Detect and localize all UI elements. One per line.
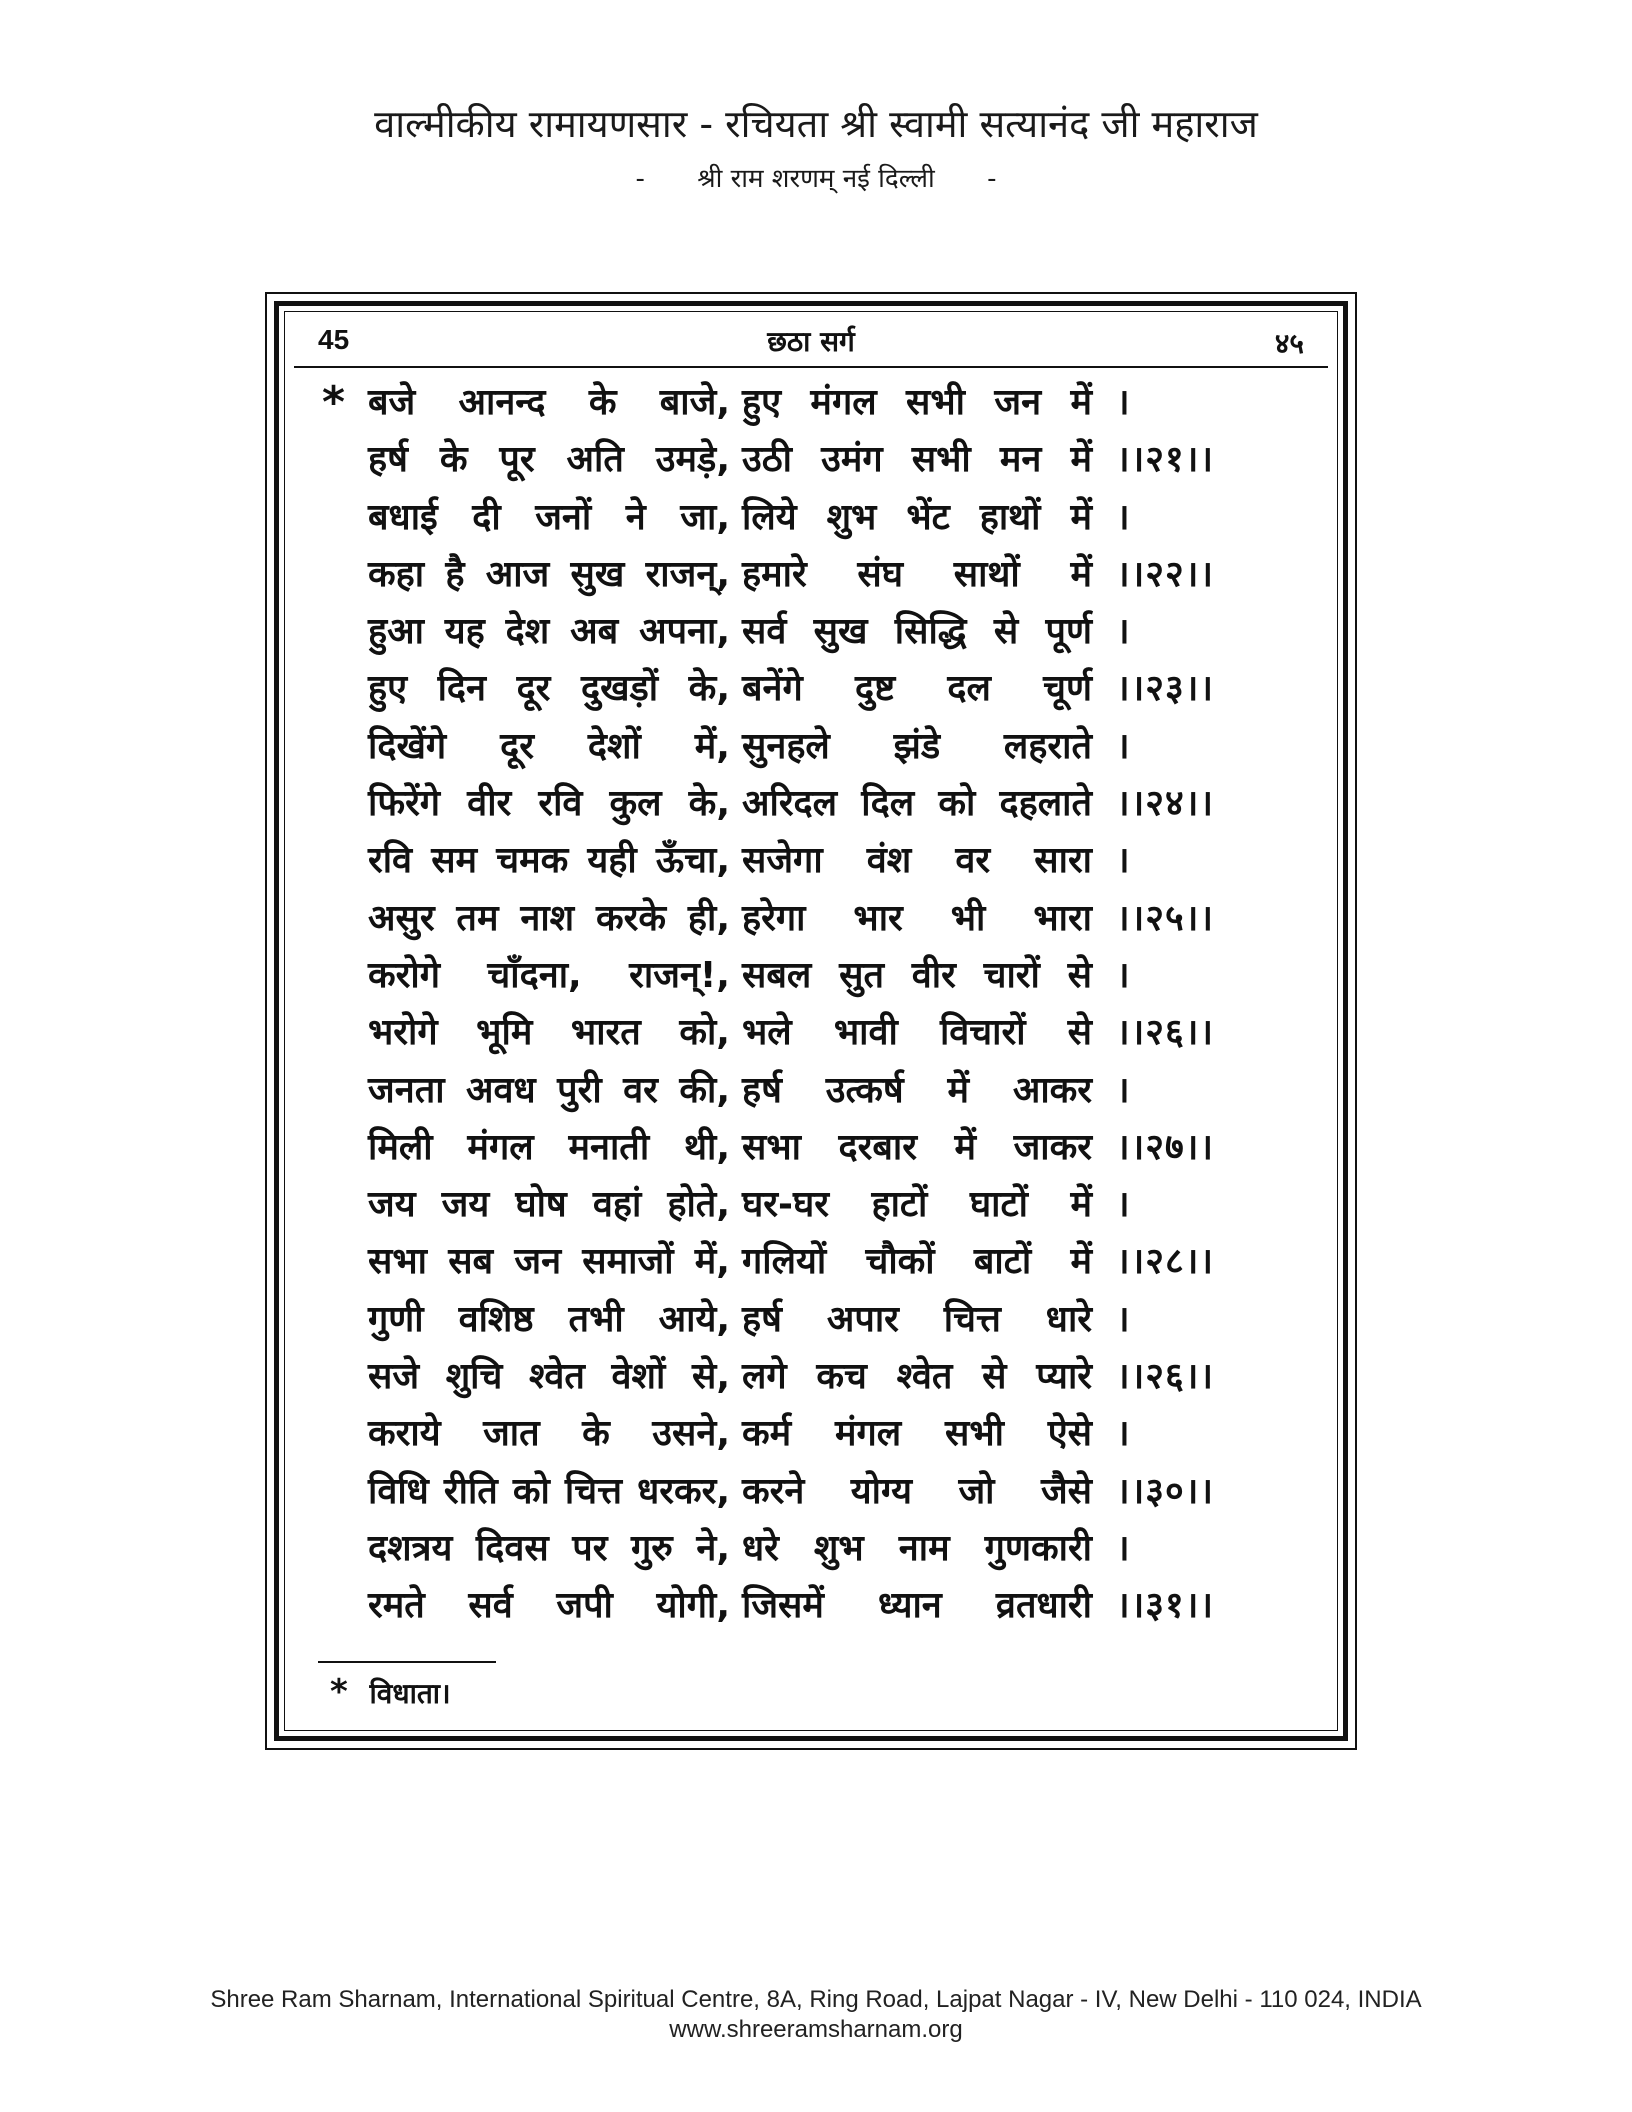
verse-line [300,1176,1300,1233]
verse-line [300,546,1300,603]
footer-website: www.shreeramsharnam.org [669,2016,963,2043]
footnote-text: विधाता। [369,1677,451,1710]
footnote-divider [318,1661,496,1663]
verse-second-half: जिसमें ध्यान व्रतधारी [742,1585,1092,1627]
verse-line [300,660,1300,717]
verse-second-half: सुनहले झंडे लहराते [742,725,1092,767]
verse-line [300,1119,1300,1176]
verse-second-half: सभा दरबार में जाकर [742,1126,1092,1168]
verse-line [300,374,1300,431]
verse-first-half: जनता अवध पुरी वर की, [368,1069,730,1111]
verse-second-half: हमारे संघ साथों में [742,553,1092,595]
verse-line [300,431,1300,488]
verse-end-mark: । [1116,840,1131,882]
verse-first-half: भरोगे भूमि भारत को, [368,1012,730,1054]
verse-first-half: फिरेंगे वीर रवि कुल के, [368,783,730,825]
verse-line [300,603,1300,660]
verse-first-half: हर्ष के पूर अति उमड़े, [368,439,730,481]
verse-end-mark: । [1116,382,1131,423]
verse-second-half: हर्ष उत्कर्ष में आकर [742,1069,1092,1111]
verse-end-mark: । [1116,1184,1131,1226]
footer-address: Shree Ram Sharnam, International Spiritual Centre, 8A, Ring Road, Lajpat Nagar - IV, New Delhi - 110 024, INDIA [210,1986,1422,2013]
verse-first-half: बजे आनन्द के बाजे, [368,382,730,423]
verse-first-half: जय जय घोष वहां होते, [368,1184,730,1226]
subtitle-text: श्री राम शरणम् नई दिल्ली [697,164,935,194]
verse-first-half: रवि सम चमक यही ऊँचा, [368,840,730,882]
verse-end-mark: । [1116,1413,1131,1455]
verse-second-half: उठी उमंग सभी मन में [742,439,1092,481]
verse-line [300,1348,1300,1405]
verse-second-half: सर्व सुख सिद्धि से पूर्ण [742,611,1092,653]
document-header-subtitle [0,162,1632,196]
verse-line [300,718,1300,775]
document-header-title: वाल्मीकीय रामायणसार - रचियता श्री स्वामी सत्यानंद जी महाराज [374,102,1258,146]
verse-marker: * [322,377,346,428]
page-number-latin: 45 [318,324,350,355]
verse-end-mark: । [1116,1298,1131,1340]
verse-line [300,1520,1300,1577]
verse-second-half: सबल सुत वीर चारों से [742,954,1092,996]
verse-end-mark: ।।२५।। [1116,897,1215,939]
verse-end-mark: । [1116,954,1131,996]
verse-first-half: सभा सब जन समाजों में, [368,1241,730,1283]
verse-second-half: गलियों चौकों बाटों में [742,1241,1092,1283]
verse-line [300,1291,1300,1348]
verse-line [300,1463,1300,1520]
verse-second-half: बनेंगे दुष्ट दल चूर्ण [742,668,1092,710]
verse-second-half: कर्म मंगल सभी ऐसे [742,1413,1092,1455]
verse-end-mark: ।।२७।। [1116,1126,1215,1168]
verse-first-half: सजे शुचि श्वेत वेशों से, [368,1356,730,1398]
verse-first-half: कराये जात के उसने, [368,1413,730,1455]
verse-line [300,489,1300,546]
verse-second-half: धरे शुभ नाम गुणकारी [742,1527,1092,1569]
verse-end-mark: । [1116,496,1131,538]
verse-first-half: असुर तम नाश करके ही, [368,897,730,939]
verse-end-mark: ।।२१।। [1116,439,1215,481]
verse-end-mark: ।।२४।। [1116,783,1215,825]
verse-end-mark: ।।२२।। [1116,553,1215,595]
verse-line [300,1233,1300,1290]
verse-second-half: करने योग्य जो जैसे [742,1470,1092,1512]
verse-end-mark: । [1116,725,1131,767]
footnote-asterisk: * [330,1672,348,1712]
chapter-title: छठा सर्ग [767,325,855,358]
verse-second-half: भले भावी विचारों से [742,1012,1092,1054]
verse-line [300,1062,1300,1119]
verse-first-half: करोगे चाँदना, राजन्!, [368,954,730,996]
verse-first-half: गुणी वशिष्ठ तभी आये, [368,1298,730,1340]
verse-line [300,1405,1300,1462]
verse-end-mark: ।।२८।। [1116,1241,1215,1283]
verse-line [300,775,1300,832]
verse-first-half: रमते सर्व जपी योगी, [368,1585,730,1627]
verse-line [300,1577,1300,1634]
verse-first-half: दिखेंगे दूर देशों में, [368,725,730,767]
verse-end-mark: ।।३०।। [1116,1470,1215,1512]
verse-second-half: लगे कच श्वेत से प्यारे [742,1356,1092,1398]
verse-second-half: हरेगा भार भी भारा [742,897,1092,939]
subtitle-dash-left: - [635,164,645,194]
verse-first-half: मिली मंगल मनाती थी, [368,1126,730,1168]
verse-second-half: हुए मंगल सभी जन में [742,382,1092,423]
footnote [330,1672,451,1714]
verse-second-half: अरिदल दिल को दहलाते [742,783,1092,825]
verse-line [300,832,1300,889]
verse-line [300,947,1300,1004]
verse-end-mark: ।।२६।। [1116,1356,1215,1398]
verse-end-mark: । [1116,1527,1131,1569]
verse-end-mark: ।।२३।। [1116,668,1215,710]
verse-first-half: विधि रीति को चित्त धरकर, [368,1470,730,1512]
verse-end-mark: । [1116,611,1131,653]
verse-second-half: घर-घर हाटों घाटों में [742,1184,1092,1226]
verse-second-half: हर्ष अपार चित्त धारे [742,1298,1092,1340]
subtitle-dash-right: - [987,164,997,194]
verse-line [300,1004,1300,1061]
verse-end-mark: ।।३१।। [1116,1585,1215,1627]
verse-first-half: दशत्रय दिवस पर गुरु ने, [368,1527,730,1569]
verse-first-half: बधाई दी जनों ने जा, [368,496,730,538]
verse-list [300,374,1300,1635]
page-heading-bar [294,320,1328,368]
verse-second-half: लिये शुभ भेंट हाथों में [742,496,1092,538]
page-number-devanagari: ४५ [1274,327,1304,360]
verse-first-half: कहा है आज सुख राजन्, [368,553,730,595]
verse-second-half: सजेगा वंश वर सारा [742,840,1092,882]
verse-first-half: हुआ यह देश अब अपना, [368,611,730,653]
verse-end-mark: । [1116,1069,1131,1111]
verse-first-half: हुए दिन दूर दुखड़ों के, [368,668,730,710]
verse-line [300,890,1300,947]
verse-end-mark: ।।२६।। [1116,1012,1215,1054]
